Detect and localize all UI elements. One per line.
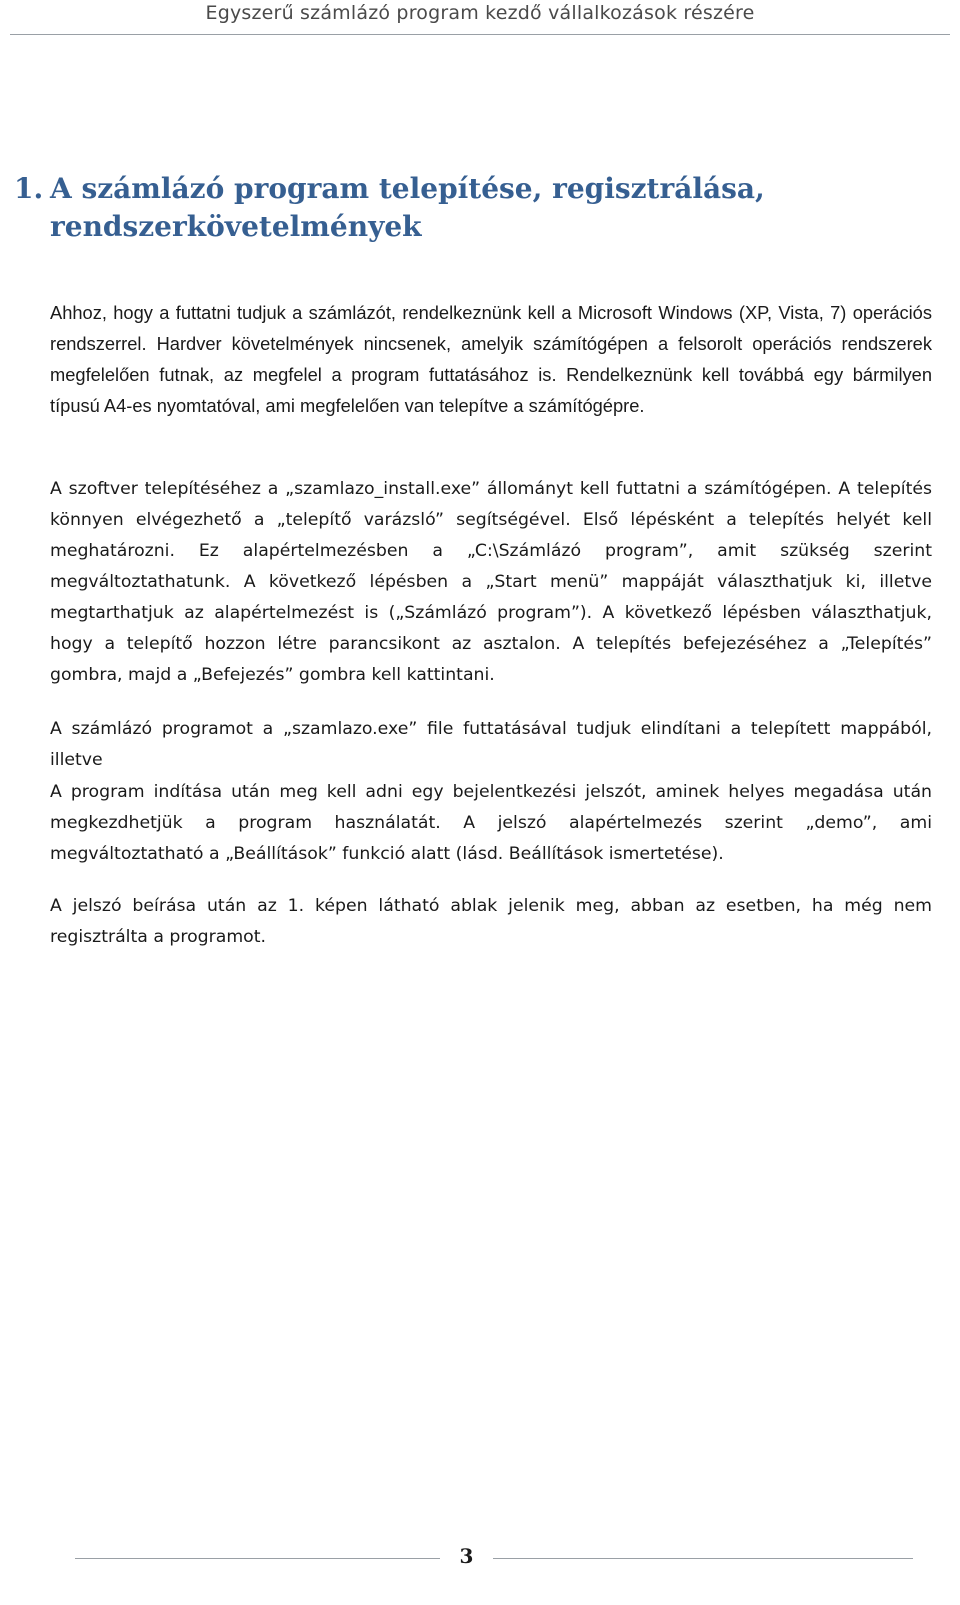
paragraph-password: A program indítása után meg kell adni egy bejelentkezési jelszót, aminek helyes megadása után megkezdhetjük a program használatát. A jelszó alapértelmezés szerint „demo”, ami megváltoztatható a „Beállítások” funkció alatt (lásd. Beállítások ismertetése).	[50, 782, 932, 864]
chapter-title-line1: A számlázó program telepítése, regisztrálása,	[50, 172, 765, 205]
page-number: 3	[459, 1544, 474, 1568]
chapter-title	[14, 170, 914, 246]
chapter-title-line2: rendszerkövetelmények	[50, 210, 422, 243]
footer-divider-right	[493, 1558, 913, 1559]
chapter-number: 1.	[14, 172, 44, 205]
paragraph-installation: A szoftver telepítéséhez a „szamlazo_install.exe” állományt kell futtatni a számítógépen. A telepítés könnyen elvégezhető a „telepítő varázsló” segítségével. Első lépésként a telepítés helyét kell meghatározni. Ez alapértelmezésben a „C:\Számlázó program”, amit szükség szerint megváltoztathatunk. A következő lépésben a „Start menü” mappáját választhatjuk ki, illetve megtarthatjuk az alapértelmezést is („Számlázó program”). A következő lépésben választhatjuk, hogy a telepítő hozzon létre parancsikont az asztalon. A telepítés befejezéséhez a „Telepítés” gombra, majd a „Befejezés” gombra kell kattintani.	[50, 479, 932, 685]
paragraph-program-start: A számlázó programot a „szamlazo.exe” file futtatásával tudjuk elindítani a telepített mappából, illetve	[50, 719, 932, 770]
paragraph-system-requirements: Ahhoz, hogy a futtatni tudjuk a számlázót, rendelkeznünk kell a Microsoft Windows (XP, Vista, 7) operációs rendszerrel. Hardver követelmények nincsenek, amelyik számítógépen a felsorolt operációs rendszerek megfelelően futnak, az megfelel a program futtatásához is. Rendelkeznünk kell továbbá egy bármilyen típusú A4-es nyomtatóval, ami megfelelően van telepítve a számítógépre.	[50, 302, 932, 416]
paragraph-after-password: A jelszó beírása után az 1. képen látható ablak jelenik meg, abban az esetben, ha még nem regisztrálta a programot.	[50, 896, 932, 947]
footer-divider-left	[75, 1558, 440, 1559]
running-header: Egyszerű számlázó program kezdő vállalkozások részére	[205, 2, 755, 24]
header-divider	[10, 34, 950, 35]
